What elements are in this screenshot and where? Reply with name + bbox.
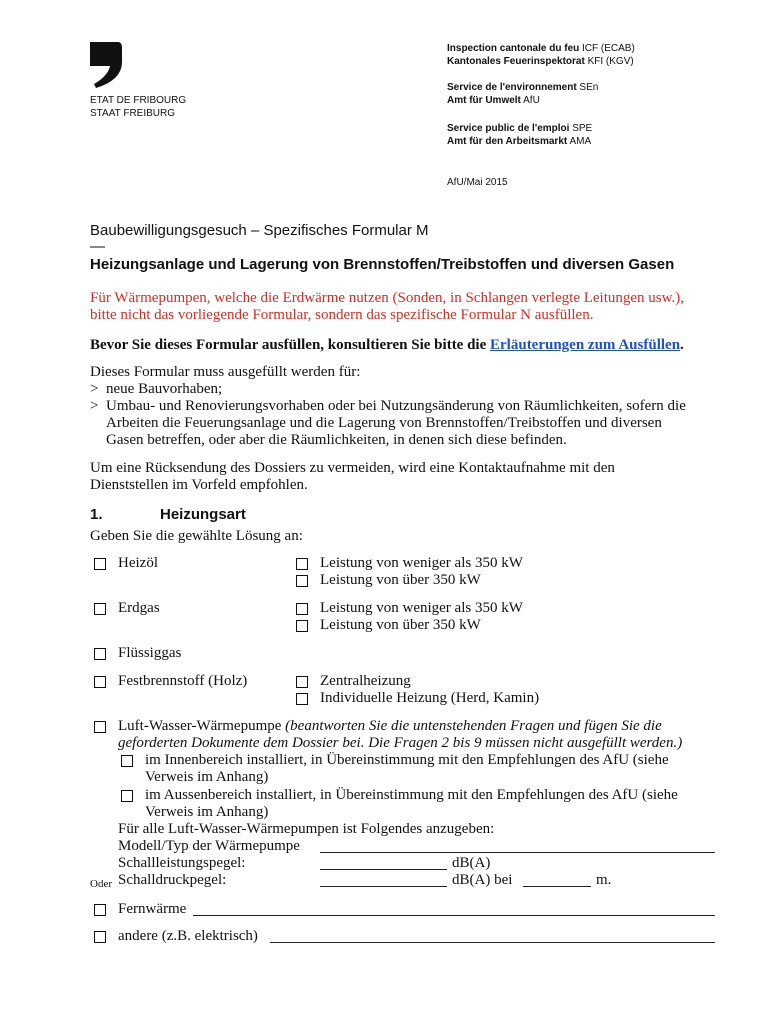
aussenbereich-checkbox[interactable] [121, 790, 133, 802]
aussenbereich-label-2: Verweis im Anhang) [145, 804, 269, 820]
andere-checkbox[interactable] [94, 931, 106, 943]
intro-line: Dieses Formular muss ausgefüllt werden für: [90, 364, 361, 380]
distance-unit: m. [596, 872, 612, 888]
individuelle-heizung-checkbox[interactable] [296, 693, 308, 705]
schallleistung-label: Schallleistungspegel: [118, 855, 246, 871]
org-name-fr: ETAT DE FRIBOURG [90, 95, 187, 106]
heizoel-power-high-checkbox[interactable] [296, 575, 308, 587]
erdgas-power-low-label: Leistung von weniger als 350 kW [320, 600, 523, 616]
section-number: 1. [90, 506, 103, 523]
all-heatpumps-label: Für alle Luft-Wasser-Wärmepumpen ist Folgendes anzugeben: [118, 821, 495, 837]
office-spe: Service public de l'emploi SPE [447, 123, 593, 134]
contact-line-1: Um eine Rücksendung des Dossiers zu vermeiden, wird eine Kontaktaufnahme mit den [90, 460, 615, 476]
innenbereich-checkbox[interactable] [121, 755, 133, 767]
org-name-de: STAAT FREIBURG [90, 108, 176, 119]
fernwaerme-label: Fernwärme [118, 901, 187, 917]
fluessiggas-checkbox[interactable] [94, 648, 106, 660]
innenbereich-label-1: im Innenbereich installiert, in Übereinstimmung mit den Empfehlungen des AfU (siehe [145, 752, 669, 768]
warning-line-1: Für Wärmepumpen, welche die Erdwärme nutzen (Sonden, in Schlangen verlegte Leitungen usw.), [90, 290, 684, 306]
instructions-link[interactable]: Erläuterungen zum Ausfüllen [490, 337, 681, 353]
bullet-2-line-1: Umbau- und Renovierungsvorhaben oder bei Nutzungsänderung von Räumlichkeiten, sofern die [106, 398, 686, 414]
oder-label: Oder [90, 878, 112, 890]
andere-label: andere (z.B. elektrisch) [118, 928, 258, 944]
fernwaerme-checkbox[interactable] [94, 904, 106, 916]
individuelle-heizung-label: Individuelle Heizung (Herd, Kamin) [320, 690, 540, 706]
schallleistung-unit: dB(A) [452, 855, 491, 871]
schalldruck-input[interactable] [320, 886, 447, 887]
aussenbereich-label-1: im Aussenbereich installiert, in Übereinstimmung mit den Empfehlungen des AfU (siehe [145, 787, 678, 803]
erdgas-power-low-checkbox[interactable] [296, 603, 308, 615]
waermepumpe-label: Luft-Wasser-Wärmepumpe (beantworten Sie die untenstehenden Fragen und fügen Sie die [118, 718, 662, 734]
bullet-2-line-3: Gasen betreffen, oder aber die Räumlichkeiten, in denen sich diese befinden. [106, 432, 567, 448]
distance-input[interactable] [523, 886, 591, 887]
warning-line-2: bitte nicht das vorliegende Formular, sondern das spezifische Formular N ausfüllen. [90, 307, 594, 323]
erdgas-power-high-checkbox[interactable] [296, 620, 308, 632]
heizoel-checkbox[interactable] [94, 558, 106, 570]
schalldruck-unit: dB(A) bei [452, 872, 513, 888]
waermepumpe-note: geforderten Dokumente dem Dossier bei. Die Fragen 2 bis 9 müssen nicht ausgefüllt werden.) [118, 735, 683, 751]
heizoel-power-low-checkbox[interactable] [296, 558, 308, 570]
office-icf: Inspection cantonale du feu ICF (ECAB) [447, 43, 635, 54]
zentralheizung-label: Zentralheizung [320, 673, 411, 689]
contact-line-2: Dienststellen im Vorfeld empfohlen. [90, 477, 308, 493]
erdgas-checkbox[interactable] [94, 603, 106, 615]
section-title: Heizungsart [160, 506, 246, 523]
innenbereich-label-2: Verweis im Anhang) [145, 769, 269, 785]
document-date: AfU/Mai 2015 [447, 177, 508, 188]
fribourg-logo-icon [88, 40, 124, 90]
schallleistung-input[interactable] [320, 869, 447, 870]
bullet-marker: > [90, 398, 99, 414]
bullet-2-line-2: Arbeiten die Feuerungsanlage und die Lagerung von Brennstoffen/Treibstoffen und diversen [106, 415, 662, 431]
section-instruction: Geben Sie die gewählte Lösung an: [90, 528, 303, 544]
office-afu: Amt für Umwelt AfU [447, 95, 540, 106]
office-sen: Service de l'environnement SEn [447, 82, 599, 93]
office-ama: Amt für den Arbeitsmarkt AMA [447, 136, 592, 147]
heizoel-power-high-label: Leistung von über 350 kW [320, 572, 481, 588]
notice: Bevor Sie dieses Formular ausfüllen, konsultieren Sie bitte die Erläuterungen zum Ausfüllen. [90, 337, 684, 353]
waermepumpe-checkbox[interactable] [94, 721, 106, 733]
fluessiggas-label: Flüssiggas [118, 645, 182, 661]
erdgas-power-high-label: Leistung von über 350 kW [320, 617, 481, 633]
modell-label: Modell/Typ der Wärmepumpe [118, 838, 300, 854]
title-dash: — [90, 238, 105, 255]
zentralheizung-checkbox[interactable] [296, 676, 308, 688]
bullet-marker: > [90, 381, 99, 397]
schalldruck-label: Schalldruckpegel: [118, 872, 227, 888]
form-subtitle: Baubewilligungsgesuch – Spezifisches Formular M [90, 222, 429, 239]
fernwaerme-input[interactable] [193, 915, 715, 916]
page-title: Heizungsanlage und Lagerung von Brennstoffen/Treibstoffen und diversen Gasen [90, 256, 675, 273]
office-kfi: Kantonales Feuerinspektorat KFI (KGV) [447, 56, 634, 67]
bullet-1: neue Bauvorhaben; [106, 381, 223, 397]
heizoel-power-low-label: Leistung von weniger als 350 kW [320, 555, 523, 571]
heizoel-label: Heizöl [118, 555, 158, 571]
festbrennstoff-label: Festbrennstoff (Holz) [118, 673, 248, 689]
andere-input[interactable] [270, 942, 715, 943]
festbrennstoff-checkbox[interactable] [94, 676, 106, 688]
modell-input[interactable] [320, 852, 715, 853]
erdgas-label: Erdgas [118, 600, 160, 616]
